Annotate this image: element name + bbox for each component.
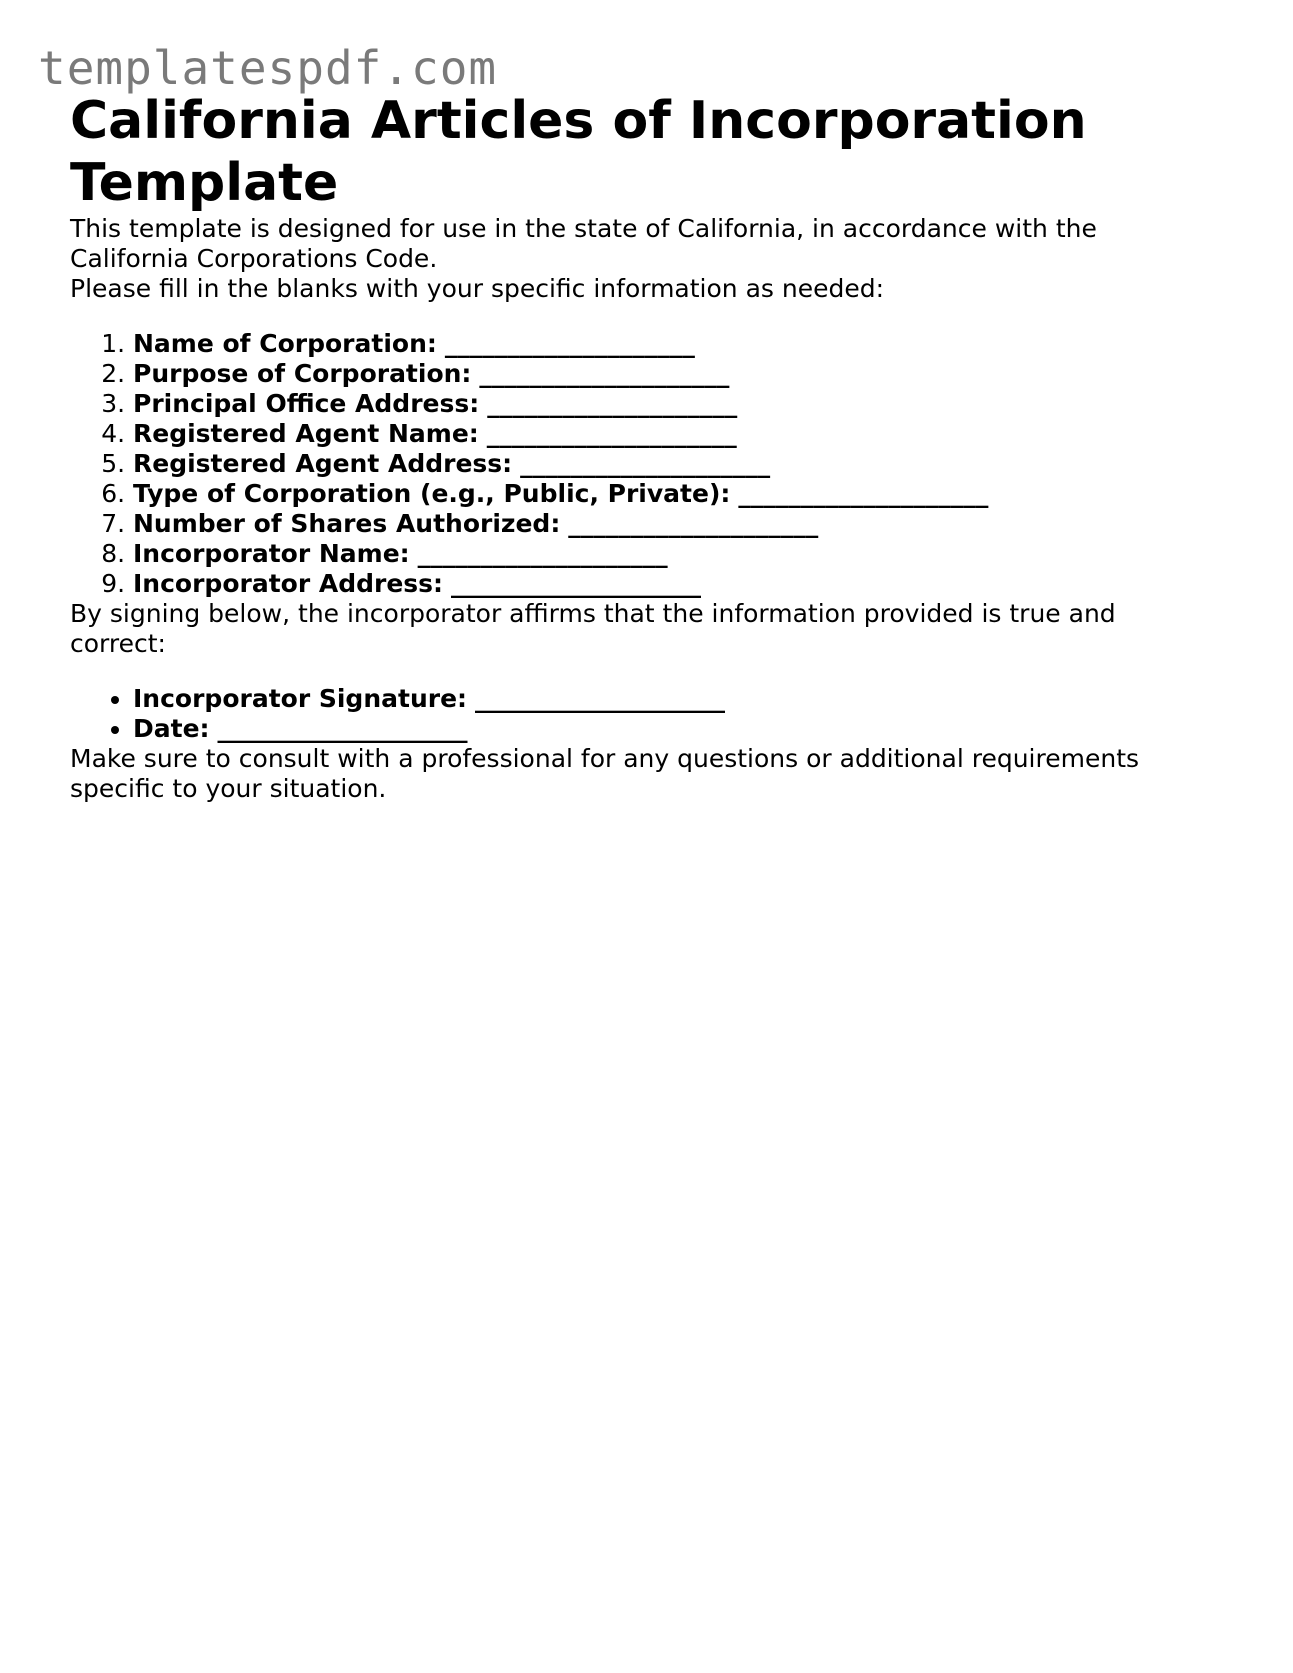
field-item-purpose bbox=[133, 359, 1200, 389]
field-label: Incorporator Name: bbox=[133, 539, 410, 568]
field-item-incorporator-address bbox=[133, 569, 1200, 599]
watermark: templatespdf.com bbox=[38, 41, 498, 95]
blank-line[interactable]: ____________________ bbox=[568, 509, 819, 538]
date-item bbox=[133, 714, 1200, 744]
blank-line[interactable]: ____________________ bbox=[451, 569, 701, 598]
page-title: California Articles of Incorporation Template bbox=[70, 91, 1087, 213]
field-label: Type of Corporation (e.g., Public, Private): bbox=[133, 479, 731, 508]
document-body bbox=[70, 90, 1200, 804]
field-item-incorporator-name bbox=[133, 539, 1200, 569]
field-label: Registered Agent Address: bbox=[133, 449, 513, 478]
blank-line[interactable]: ____________________ bbox=[479, 359, 730, 388]
affirmation-paragraph: By signing below, the incorporator affirms that the information provided is true and correct: bbox=[70, 599, 1116, 658]
field-item-agent-address bbox=[133, 449, 1200, 479]
field-list bbox=[70, 329, 1200, 599]
blank-line[interactable]: ____________________ bbox=[217, 714, 468, 743]
field-label: Incorporator Address: bbox=[133, 569, 444, 598]
signature-item bbox=[133, 684, 1200, 714]
field-label: Date: bbox=[133, 714, 210, 743]
blank-line[interactable]: ____________________ bbox=[738, 479, 989, 508]
field-item-corporation-name bbox=[133, 329, 1200, 359]
field-item-principal-office bbox=[133, 389, 1200, 419]
blank-line[interactable]: ____________________ bbox=[417, 539, 668, 568]
signature-list bbox=[70, 684, 1200, 744]
field-label: Name of Corporation: bbox=[133, 329, 437, 358]
field-label: Registered Agent Name: bbox=[133, 419, 479, 448]
blank-line[interactable]: ____________________ bbox=[444, 329, 695, 358]
field-item-agent-name bbox=[133, 419, 1200, 449]
instructions-paragraph: Please fill in the blanks with your specific information as needed: bbox=[70, 274, 885, 303]
field-label: Incorporator Signature: bbox=[133, 684, 468, 713]
blank-line[interactable]: ____________________ bbox=[520, 449, 771, 478]
intro-paragraph: This template is designed for use in the state of California, in accordance with the California Corporations Code. bbox=[70, 214, 1097, 273]
field-item-shares bbox=[133, 509, 1200, 539]
field-label: Number of Shares Authorized: bbox=[133, 509, 561, 538]
field-label: Purpose of Corporation: bbox=[133, 359, 472, 388]
field-item-corporation-type bbox=[133, 479, 1200, 509]
blank-line[interactable]: ____________________ bbox=[474, 684, 725, 713]
closing-paragraph: Make sure to consult with a professional for any questions or additional requirements specific to your situation. bbox=[70, 744, 1140, 803]
blank-line[interactable]: ____________________ bbox=[486, 419, 737, 448]
field-label: Principal Office Address: bbox=[133, 389, 480, 418]
blank-line[interactable]: ____________________ bbox=[487, 389, 738, 418]
